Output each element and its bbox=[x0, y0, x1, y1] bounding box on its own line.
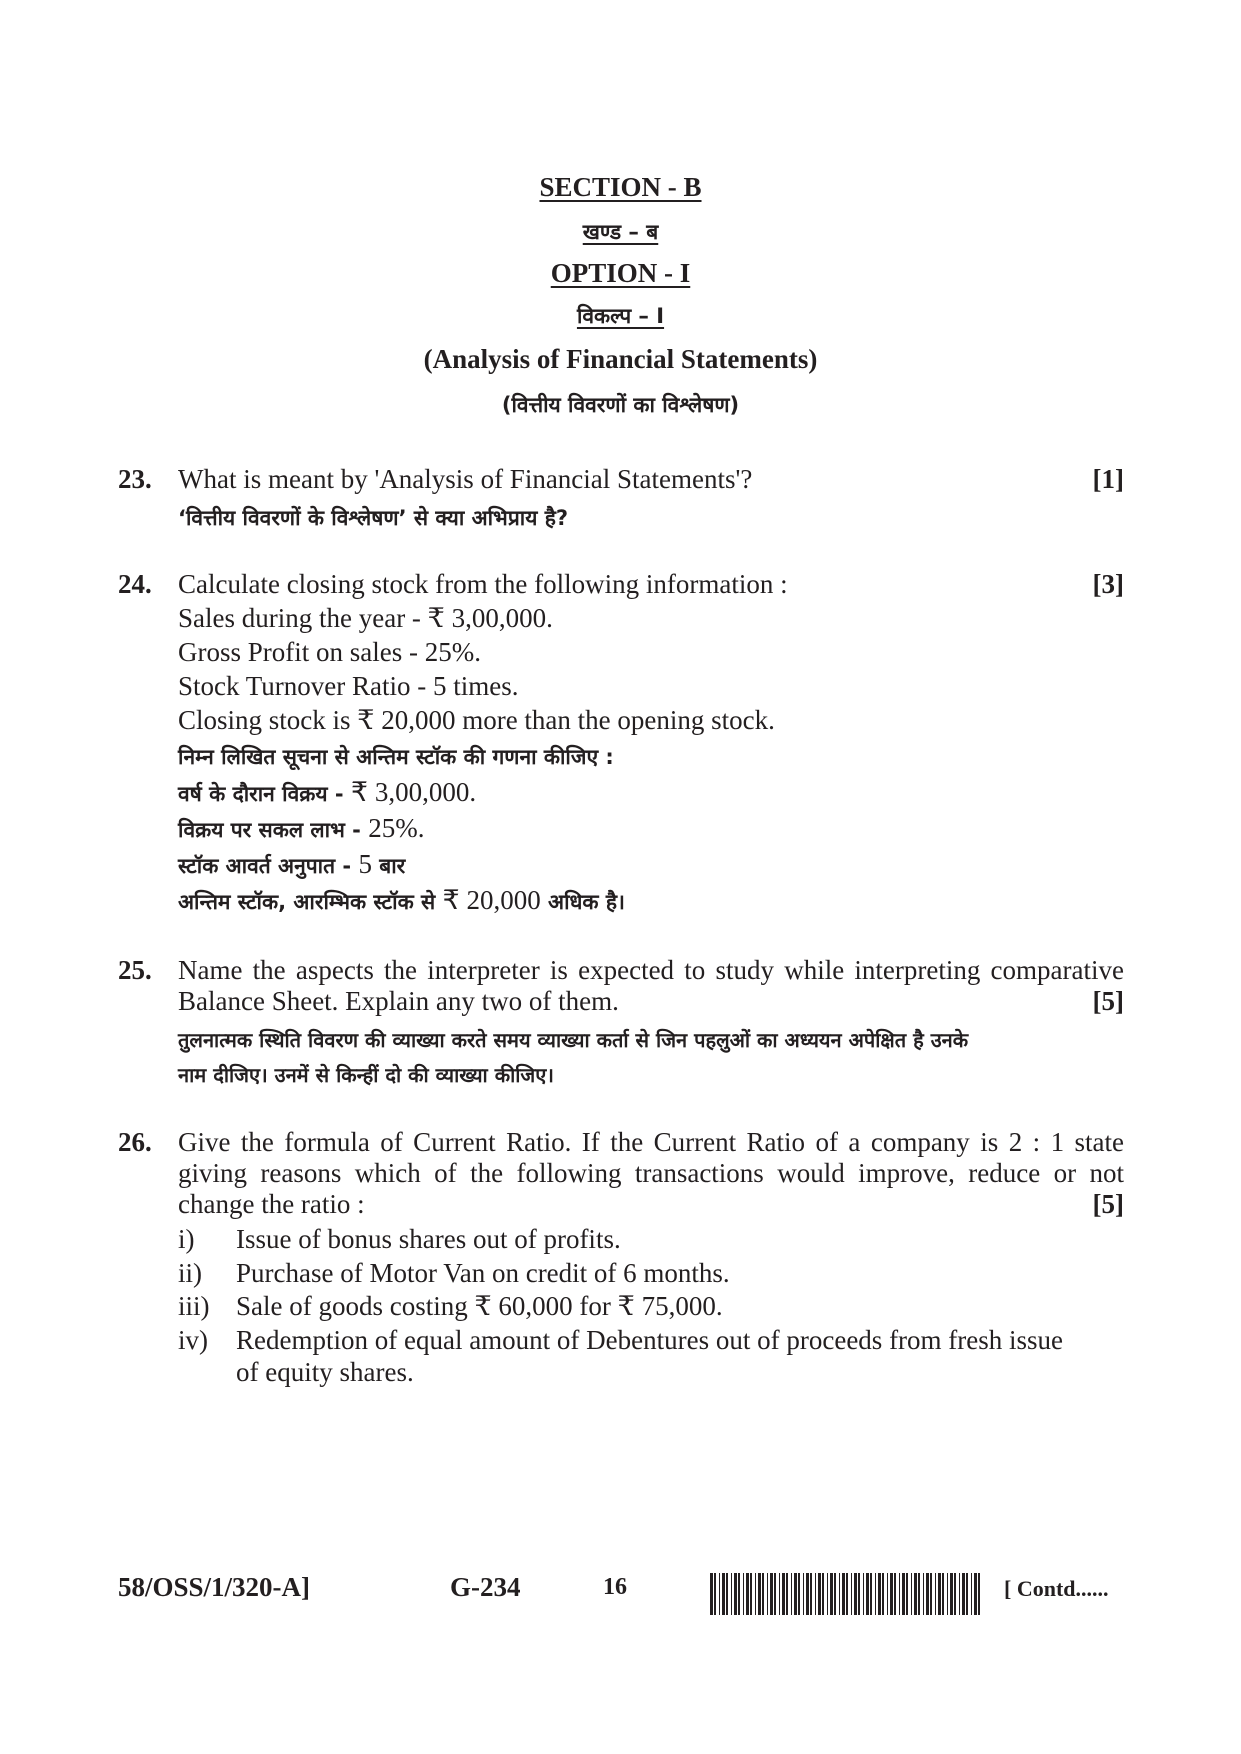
barcode-bar bbox=[854, 1573, 857, 1615]
info-line-hindi: स्टॉक आवर्त अनुपात - 5 बार bbox=[178, 849, 406, 879]
barcode-bar bbox=[962, 1573, 965, 1615]
barcode-bar bbox=[954, 1573, 956, 1615]
barcode-bar bbox=[782, 1573, 785, 1615]
question-text: Give the formula of Current Ratio. If the Current Ratio of a company is 2 : 1 state bbox=[178, 1127, 1124, 1157]
info-line: Gross Profit on sales - 25%. bbox=[178, 637, 481, 667]
barcode-bar bbox=[890, 1573, 893, 1615]
paper-code: 58/OSS/1/320-A] bbox=[118, 1572, 311, 1602]
barcode-bar bbox=[714, 1573, 716, 1615]
item-label: i) bbox=[178, 1224, 195, 1254]
barcode-bar bbox=[774, 1573, 776, 1615]
barcode-bar bbox=[947, 1573, 948, 1615]
question-number: 23. bbox=[118, 464, 152, 494]
question-text-hindi: निम्न लिखित सूचना से अन्तिम स्टॉक की गणना कीजिए : bbox=[178, 745, 614, 769]
barcode-bar bbox=[851, 1573, 852, 1615]
page-number: 16 bbox=[603, 1574, 627, 1600]
barcode-bar bbox=[942, 1573, 944, 1615]
question-marks: [5] bbox=[1092, 986, 1124, 1016]
barcode-bar bbox=[858, 1573, 860, 1615]
barcode-bar bbox=[794, 1573, 797, 1615]
item-label: iv) bbox=[178, 1325, 208, 1355]
barcode-bar bbox=[834, 1573, 836, 1615]
barcode-bar bbox=[786, 1573, 788, 1615]
barcode-bar bbox=[930, 1573, 932, 1615]
barcode-bar bbox=[923, 1573, 924, 1615]
barcode-bar bbox=[866, 1573, 869, 1615]
barcode-bar bbox=[882, 1573, 884, 1615]
barcode-bar bbox=[762, 1573, 764, 1615]
question-text-hindi: ‘वित्तीय विवरणों के विश्लेषण’ से क्या अभिप्राय है? bbox=[178, 506, 569, 530]
question-marks: [3] bbox=[1092, 569, 1124, 599]
info-line: Stock Turnover Ratio - 5 times. bbox=[178, 671, 519, 701]
barcode bbox=[710, 1573, 982, 1615]
barcode-bar bbox=[779, 1573, 780, 1615]
barcode-bar bbox=[758, 1573, 761, 1615]
barcode-bar bbox=[887, 1573, 888, 1615]
barcode-bar bbox=[870, 1573, 872, 1615]
barcode-bar bbox=[938, 1573, 941, 1615]
question-number: 25. bbox=[118, 955, 152, 985]
barcode-bar bbox=[810, 1573, 812, 1615]
barcode-bar bbox=[899, 1573, 900, 1615]
question-text: Balance Sheet. Explain any two of them. bbox=[178, 986, 619, 1016]
barcode-bar bbox=[726, 1573, 728, 1615]
question-marks: [5] bbox=[1092, 1189, 1124, 1219]
question-text: change the ratio : bbox=[178, 1189, 365, 1219]
item-text: Redemption of equal amount of Debentures out of proceeds from fresh issue bbox=[236, 1325, 1064, 1355]
barcode-bar bbox=[818, 1573, 821, 1615]
info-line: Sales during the year - ₹ 3,00,000. bbox=[178, 603, 553, 633]
info-line-hindi: वर्ष के दौरान विक्रय - ₹ 3,00,000. bbox=[178, 777, 477, 807]
option-heading-hindi: विकल्प – I bbox=[576, 304, 665, 328]
barcode-bar bbox=[798, 1573, 800, 1615]
item-text: Issue of bonus shares out of profits. bbox=[236, 1224, 621, 1254]
info-line: Closing stock is ₹ 20,000 more than the opening stock. bbox=[178, 705, 775, 735]
question-text: What is meant by 'Analysis of Financial Statements'? bbox=[178, 464, 753, 494]
barcode-bar bbox=[743, 1573, 744, 1615]
barcode-bar bbox=[746, 1573, 749, 1615]
option-heading: OPTION - I bbox=[550, 258, 691, 288]
item-text: of equity shares. bbox=[236, 1357, 414, 1387]
barcode-bar bbox=[966, 1573, 968, 1615]
topic-heading-hindi: (वित्तीय विवरणों का विश्लेषण) bbox=[501, 393, 740, 417]
question-number: 26. bbox=[118, 1127, 152, 1157]
question-text-hindi: तुलनात्मक स्थिति विवरण की व्याख्या करते समय व्याख्या कर्ता से जिन पहलुओं का अध्ययन अपेक्षित है उनके bbox=[178, 1028, 969, 1052]
barcode-bar bbox=[863, 1573, 864, 1615]
barcode-bar bbox=[822, 1573, 824, 1615]
question-text: Calculate closing stock from the following information : bbox=[178, 569, 788, 599]
barcode-bar bbox=[875, 1573, 876, 1615]
barcode-bar bbox=[738, 1573, 740, 1615]
barcode-bar bbox=[935, 1573, 936, 1615]
barcode-bar bbox=[978, 1573, 980, 1615]
barcode-bar bbox=[950, 1573, 953, 1615]
question-text: Name the aspects the interpreter is expected to study while interpreting comparative bbox=[178, 955, 1124, 985]
barcode-bar bbox=[878, 1573, 881, 1615]
barcode-bar bbox=[839, 1573, 840, 1615]
barcode-bar bbox=[806, 1573, 809, 1615]
barcode-bar bbox=[894, 1573, 896, 1615]
barcode-bar bbox=[734, 1573, 737, 1615]
barcode-bar bbox=[722, 1573, 725, 1615]
barcode-bar bbox=[842, 1573, 845, 1615]
question-number: 24. bbox=[118, 569, 152, 599]
barcode-bar bbox=[770, 1573, 773, 1615]
item-text: Sale of goods costing ₹ 60,000 for ₹ 75,000. bbox=[236, 1291, 723, 1321]
barcode-bar bbox=[830, 1573, 833, 1615]
barcode-bar bbox=[803, 1573, 804, 1615]
barcode-bar bbox=[755, 1573, 756, 1615]
info-line-hindi: विक्रय पर सकल लाभ - 25%. bbox=[178, 813, 425, 843]
barcode-bar bbox=[971, 1573, 972, 1615]
barcode-bar bbox=[710, 1573, 713, 1615]
topic-heading: (Analysis of Financial Statements) bbox=[423, 344, 818, 374]
barcode-bar bbox=[918, 1573, 920, 1615]
barcode-bar bbox=[827, 1573, 828, 1615]
series-code: G-234 bbox=[450, 1572, 521, 1602]
barcode-bar bbox=[914, 1573, 917, 1615]
barcode-bar bbox=[719, 1573, 720, 1615]
section-heading-hindi: खण्ड – ब bbox=[582, 220, 659, 244]
info-line-hindi: अन्तिम स्टॉक, आरम्भिक स्टॉक से ₹ 20,000 अधिक है। bbox=[178, 885, 625, 915]
barcode-bar bbox=[906, 1573, 908, 1615]
barcode-bar bbox=[911, 1573, 912, 1615]
item-label: ii) bbox=[178, 1258, 202, 1288]
barcode-bar bbox=[846, 1573, 848, 1615]
barcode-bar bbox=[902, 1573, 905, 1615]
question-text-hindi: नाम दीजिए। उनमें से किन्हीं दो की व्याख्या कीजिए। bbox=[178, 1063, 554, 1087]
item-label: iii) bbox=[178, 1291, 210, 1321]
section-heading: SECTION - B bbox=[539, 172, 702, 202]
barcode-bar bbox=[959, 1573, 960, 1615]
item-text: Purchase of Motor Van on credit of 6 months. bbox=[236, 1258, 730, 1288]
barcode-bar bbox=[767, 1573, 768, 1615]
barcode-bar bbox=[926, 1573, 929, 1615]
continued-label: [ Contd...... bbox=[1004, 1576, 1109, 1601]
question-marks: [1] bbox=[1092, 464, 1124, 494]
barcode-bar bbox=[974, 1573, 977, 1615]
barcode-bar bbox=[791, 1573, 792, 1615]
barcode-bar bbox=[750, 1573, 752, 1615]
barcode-bar bbox=[815, 1573, 816, 1615]
question-text: giving reasons which of the following transactions would improve, reduce or not bbox=[178, 1158, 1124, 1188]
barcode-bar bbox=[731, 1573, 732, 1615]
